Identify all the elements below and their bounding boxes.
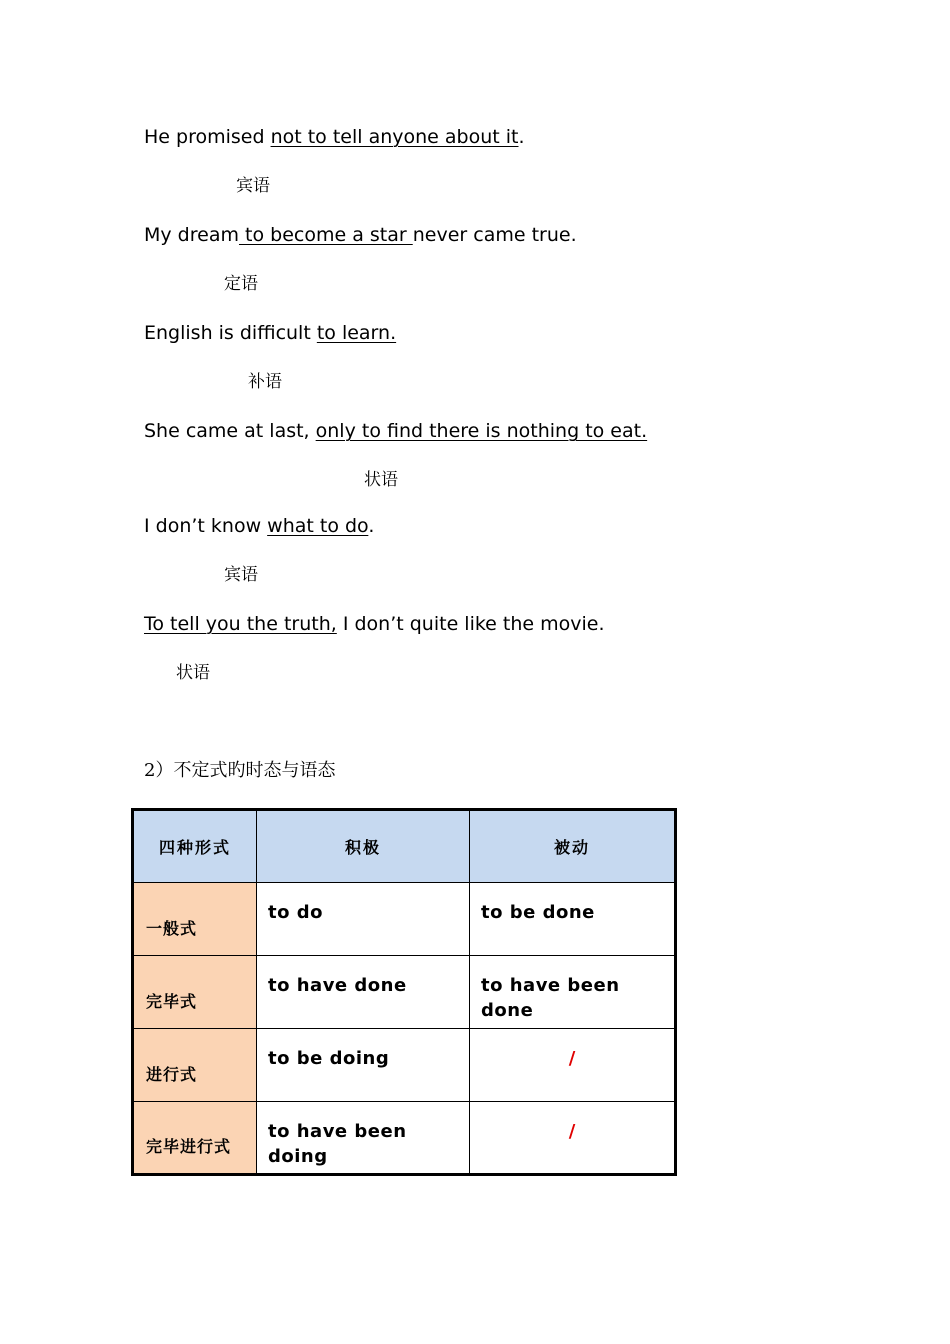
row-label-cell: 进行式	[133, 1029, 257, 1102]
table-row	[133, 883, 676, 956]
active-cell: to do	[257, 883, 470, 956]
active-cell: to have been doing	[257, 1102, 470, 1175]
header-cell-passive: 被动	[470, 810, 676, 883]
example-sentence-2: My dream to become a star never came true.	[144, 224, 577, 246]
underlined-phrase: what to do	[267, 515, 369, 537]
table-row	[133, 1102, 676, 1175]
role-label-5: 宾语	[224, 565, 258, 585]
role-label-2: 定语	[224, 274, 258, 294]
passive-cell-na: /	[470, 1029, 676, 1102]
underlined-phrase: not to tell anyone about it	[270, 126, 519, 148]
underlined-phrase: to learn.	[316, 322, 397, 344]
table-row	[133, 956, 676, 1029]
passive-cell-na: /	[470, 1102, 676, 1175]
example-sentence-3: English is difficult to learn.	[144, 322, 397, 344]
role-label-1: 宾语	[236, 176, 270, 196]
example-sentence-6: To tell you the truth, I don’t quite like the movie.	[144, 613, 605, 635]
underlined-phrase: To tell you the truth,	[144, 613, 337, 635]
infinitive-forms-table	[131, 808, 677, 1176]
role-label-3: 补语	[248, 372, 282, 392]
example-sentence-5: I don’t know what to do.	[144, 515, 375, 537]
row-label-cell: 一般式	[133, 883, 257, 956]
table-row	[133, 1029, 676, 1102]
active-cell: to be doing	[257, 1029, 470, 1102]
header-cell-forms: 四种形式	[133, 810, 257, 883]
table-header-row	[133, 810, 676, 883]
role-label-6: 状语	[176, 663, 210, 683]
passive-cell: to be done	[470, 883, 676, 956]
row-label-cell: 完毕进行式	[133, 1102, 257, 1175]
role-label-4: 状语	[364, 470, 398, 490]
passive-cell: to have been done	[470, 956, 676, 1029]
section-heading: 2）不定式旳时态与语态	[144, 760, 336, 781]
header-cell-active: 积极	[257, 810, 470, 883]
active-cell: to have done	[257, 956, 470, 1029]
underlined-phrase: to become a star	[238, 224, 413, 246]
underlined-phrase: only to find there is nothing to eat.	[315, 420, 648, 442]
row-label-cell: 完毕式	[133, 956, 257, 1029]
example-sentence-4: She came at last, only to find there is nothing to eat.	[144, 420, 648, 442]
example-sentence-1: He promised not to tell anyone about it.	[144, 126, 525, 148]
